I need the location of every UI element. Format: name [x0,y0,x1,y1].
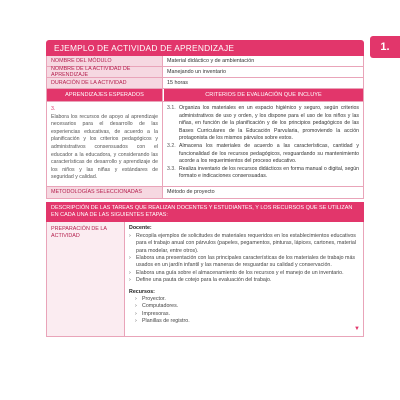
aprendizaje-text: Elabora los recursos de apoyo al aprendizaje necesarios para el desarrollo de las experiencias educativas, de acuerdo a la planificación y los criterios pedagógicos y administrativos consensuados con el educador a la educadora, y considerando las características de desarrollo y aprendizaje de los niños y las niñas y estándares de seguridad y calidad. [51,113,158,181]
list-item-text: Elabora una presentación con las principales características de los materiales de trabajo más usados en un jardín infantil y las maneras de resguardar su calidad y conservación. [136,254,356,269]
criterio-number: 3.1. [167,105,176,111]
continue-arrow-icon: ▼ [354,326,360,333]
bullet-icon: › [129,269,131,276]
list-item-text: Elabora una guía sobre el almacenamiento de los recursos y el manejo de un inventario. [136,269,344,276]
tasks-description-banner: DESCRIPCIÓN DE LAS TAREAS QUE REALIZAN DOCENTES Y ESTUDIANTES, Y LOS RECURSOS QUE SE UTILIZAN EN CADA UNA DE LAS SIGUIENTES ETAPAS: [46,202,364,222]
bullet-icon: › [135,318,137,325]
bullet-icon: › [135,296,137,302]
docente-title: Docente: [129,225,152,232]
field-label: DURACIÓN DE LA ACTIVIDAD [47,78,163,88]
list-item-text: Impresoras. [142,310,170,317]
list-item [129,233,359,255]
criterio-number: 3.2. [167,142,176,149]
list-item-text: Planillas de registro. [142,318,190,325]
field-row-activity-name [46,67,364,78]
sheet-title: EJEMPLO DE ACTIVIDAD DE APRENDIZAJE [46,40,364,56]
list-item-text: Recopila ejemplos de solicitudes de materiales requeridos en los establecimientos educativos para el trabajo anual con párvulos (papeles, pegamentos, pinturas, lápices, cartones, material para modelar, entre otros). [136,232,356,254]
bullet-icon: › [135,303,137,310]
criterio-item [167,105,359,143]
learning-row [46,102,364,187]
methodology-value: Método de proyecto [167,189,215,196]
preparation-label: PREPARACIÓN DE LA ACTIVIDAD [47,222,125,335]
methodology-row [46,187,364,199]
list-item [129,277,359,284]
activity-sheet [46,40,364,337]
list-item [129,318,359,325]
list-item-text: Computadores. [142,303,179,310]
header-aprendizajes: APRENDIZAJES ESPERADOS [47,89,163,101]
criterio-text: Realiza inventario de los recursos didácticos en forma manual o digital, según formato e indicaciones consensuadas. [179,165,359,180]
bullet-icon: › [129,232,131,239]
field-value: Manejando un inventario [167,69,227,75]
criterios-cell [163,102,363,186]
criterio-text: Almacena los materiales de acuerdo a las características, cantidad y funcionalidad de los recursos pedagógicos, resguardando su mantenimiento acorde a los requerimientos del proceso educativo. [179,142,359,165]
bullet-icon: › [129,254,131,261]
bullet-icon: › [129,277,131,284]
criterio-number: 3.3. [167,165,176,172]
list-item-text: Define una pauta de cotejo para la evaluación del trabajo. [136,277,272,284]
list-item [129,311,359,318]
field-label: NOMBRE DEL MÓDULO [47,56,163,66]
page-number-tab: 1. [370,36,400,58]
recursos-title: Recursos: [129,288,155,295]
field-label: NOMBRE DE LA ACTIVIDAD DE APRENDIZAJE [47,67,163,77]
criterio-item [167,143,359,166]
preparation-body [125,222,363,335]
bullet-icon: › [135,310,137,317]
criterio-item [167,166,359,181]
aprendizaje-cell [47,102,163,186]
header-criterios: CRITERIOS DE EVALUACIÓN QUE INCLUYE [163,89,363,101]
list-item [129,303,359,310]
list-item-text: Proyector. [142,296,166,302]
field-value: Material didáctico y de ambientación [167,58,255,64]
aprendizaje-number: 3. [51,106,56,112]
list-item [129,270,359,277]
list-item [129,255,359,270]
preparation-row [46,222,364,336]
field-value: 15 horas [167,80,188,86]
table-header-row [46,89,364,102]
list-item [129,296,359,303]
field-row-duration [46,78,364,89]
criterio-text: Organiza los materiales en un espacio higiénico y seguro, según criterios administrativos de uso y orden, y los dispone para el uso de los niños y las niñas, en función de la planificación y de los principios pedagógicos de las Bases Curriculares de la Educación Parvularia, promoviendo la acción protagonista de los mismos párvulos sobre estos. [179,105,359,142]
methodology-label: METODOLOGÍAS SELECCIONADAS [47,187,163,198]
